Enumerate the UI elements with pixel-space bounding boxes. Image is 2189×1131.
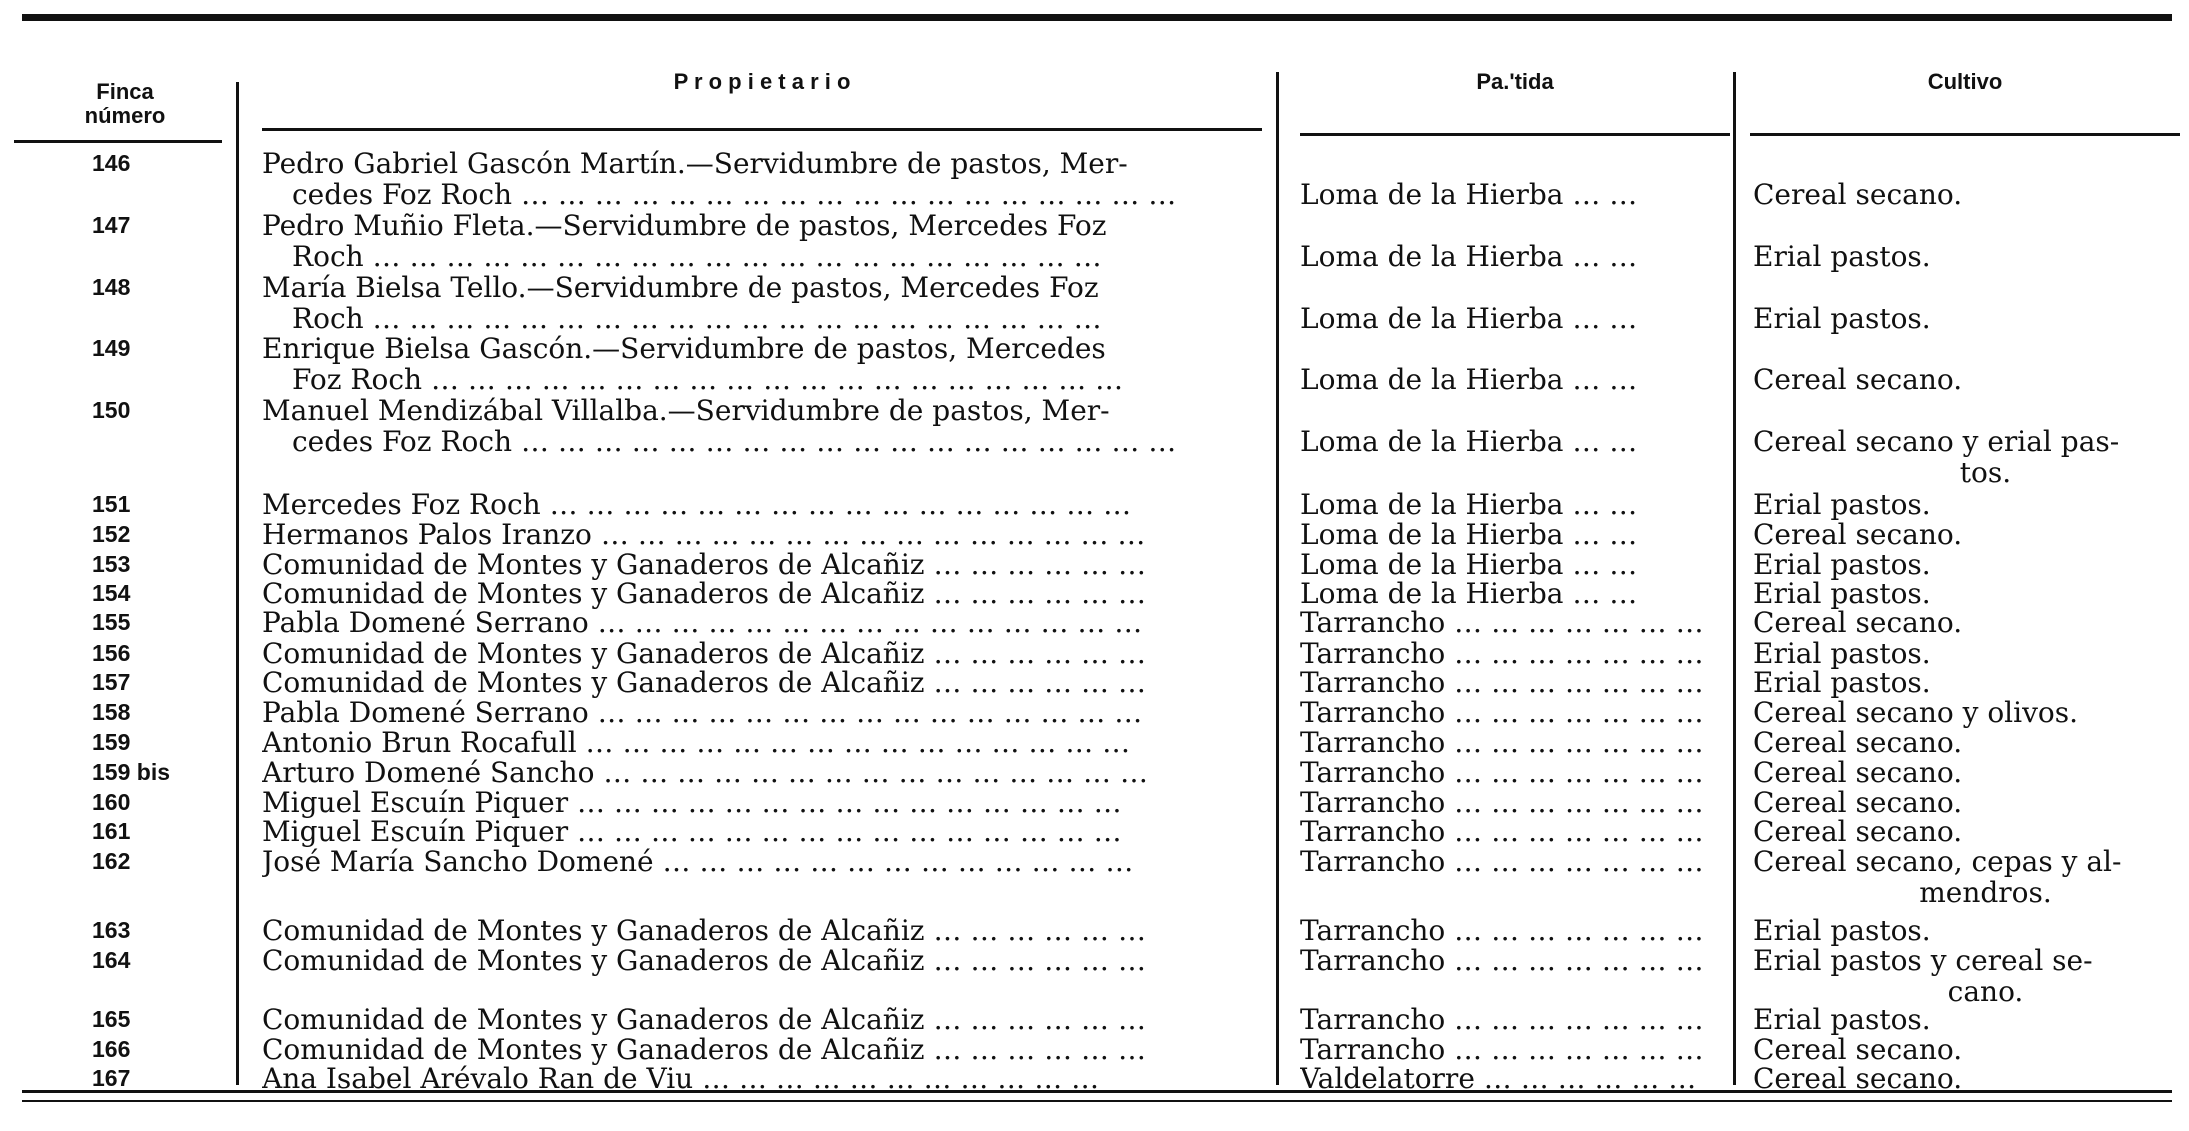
cultivo-cell bbox=[1753, 578, 2178, 609]
partida-cell: Tarrancho … … … … … … … bbox=[1300, 816, 1704, 847]
cultivo-line: Erial pastos. bbox=[1753, 638, 1931, 669]
cultivo-cell bbox=[1753, 787, 2178, 818]
partida-cell: Valdelatorre … … … … … … bbox=[1300, 1063, 1697, 1094]
cultivo-cell bbox=[1753, 727, 2178, 758]
propietario-cell bbox=[262, 210, 1260, 272]
propietario-line: cedes Foz Roch … … … … … … … … … … … … … … … … … … bbox=[292, 178, 1177, 210]
cultivo-line: Erial pastos. bbox=[1753, 578, 1931, 609]
propietario-line: Arturo Domené Sancho … … … … … … … … … … … … … … … bbox=[262, 757, 1148, 788]
cultivo-cell bbox=[1753, 179, 2178, 210]
finca-number: 163 bbox=[92, 917, 131, 943]
cultivo-line: Cereal secano. bbox=[1753, 179, 1963, 210]
finca-number: 148 bbox=[92, 274, 131, 300]
finca-number: 167 bbox=[92, 1065, 131, 1091]
partida-cell: Tarrancho … … … … … … … bbox=[1300, 945, 1704, 976]
finca-number: 164 bbox=[92, 947, 131, 973]
finca-number: 158 bbox=[92, 699, 131, 725]
cultivo-cell bbox=[1753, 549, 2178, 580]
propietario-cell bbox=[262, 489, 1260, 520]
propietario-cell bbox=[262, 1034, 1260, 1065]
propietario-cell bbox=[262, 638, 1260, 669]
cultivo-line: Erial pastos. bbox=[1753, 549, 1931, 580]
cultivo-cell bbox=[1753, 1004, 2178, 1035]
cultivo-cell bbox=[1753, 757, 2178, 788]
finca-number: 165 bbox=[92, 1006, 131, 1032]
propietario-cell bbox=[262, 757, 1260, 788]
partida-cell: Loma de la Hierba … … bbox=[1300, 578, 1638, 609]
cultivo-line: Erial pastos. bbox=[1753, 667, 1931, 698]
finca-number: 147 bbox=[92, 212, 131, 238]
cultivo-cell bbox=[1753, 303, 2178, 334]
cultivo-cell bbox=[1753, 638, 2178, 669]
propietario-line: Comunidad de Montes y Ganaderos de Alcañiz … … … … … … bbox=[262, 1034, 1146, 1065]
propietario-line: José María Sancho Domené … … … … … … … … … … … … … bbox=[262, 846, 1134, 877]
propietario-cell bbox=[262, 816, 1260, 847]
propietario-line: Antonio Brun Rocafull … … … … … … … … … … … … … … … bbox=[262, 727, 1131, 758]
cultivo-line: cano. bbox=[1947, 975, 2024, 1007]
cultivo-line: Erial pastos. bbox=[1753, 241, 1931, 272]
propietario-line: María Bielsa Tello.—Servidumbre de pastos, Mercedes Foz bbox=[262, 272, 1099, 304]
partida-cell: Loma de la Hierba … … bbox=[1300, 364, 1638, 395]
finca-number: 152 bbox=[92, 521, 131, 547]
finca-number: 157 bbox=[92, 669, 131, 695]
finca-number: 156 bbox=[92, 640, 131, 666]
cultivo-line: Cereal secano. bbox=[1753, 1063, 1963, 1094]
propietario-cell bbox=[262, 272, 1260, 334]
propietario-line: Mercedes Foz Roch … … … … … … … … … … … … … … … … bbox=[262, 489, 1132, 520]
propietario-line: Manuel Mendizábal Villalba.—Servidumbre de pastos, Mer- bbox=[262, 395, 1110, 427]
propietario-line: Pabla Domené Serrano … … … … … … … … … … … … … … … bbox=[262, 607, 1143, 638]
propietario-cell bbox=[262, 549, 1260, 580]
finca-number: 166 bbox=[92, 1036, 131, 1062]
propietario-line: Comunidad de Montes y Ganaderos de Alcañiz … … … … … … bbox=[262, 667, 1146, 698]
cultivo-line: Cereal secano. bbox=[1753, 364, 1963, 395]
partida-cell: Tarrancho … … … … … … … bbox=[1300, 757, 1704, 788]
finca-number: 150 bbox=[92, 397, 131, 423]
cultivo-line: Erial pastos y cereal se- bbox=[1753, 945, 2093, 977]
header-propietario: P r o p i e t a r i o bbox=[673, 69, 851, 94]
partida-cell: Tarrancho … … … … … … … bbox=[1300, 638, 1704, 669]
partida-cell: Tarrancho … … … … … … … bbox=[1300, 697, 1704, 728]
finca-number: 149 bbox=[92, 335, 131, 361]
propietario-cell bbox=[262, 1063, 1260, 1094]
propietario-line: cedes Foz Roch … … … … … … … … … … … … … … … … … … bbox=[292, 425, 1177, 457]
propietario-cell bbox=[262, 697, 1260, 728]
cultivo-line: Erial pastos. bbox=[1753, 915, 1931, 946]
cultivo-line: tos. bbox=[1959, 456, 2012, 488]
propietario-line: Comunidad de Montes y Ganaderos de Alcañiz … … … … … … bbox=[262, 1004, 1146, 1035]
finca-number: 151 bbox=[92, 491, 131, 517]
header-finca-line2: número bbox=[84, 103, 166, 128]
partida-cell: Tarrancho … … … … … … … bbox=[1300, 1034, 1704, 1065]
partida-cell: Loma de la Hierba … … bbox=[1300, 549, 1638, 580]
propietario-line: Enrique Bielsa Gascón.—Servidumbre de pastos, Mercedes bbox=[262, 333, 1106, 365]
propietario-line: Roch … … … … … … … … … … … … … … … … … … … … bbox=[292, 240, 1102, 272]
propietario-line: Pedro Gabriel Gascón Martín.—Servidumbre de pastos, Mer- bbox=[262, 148, 1128, 180]
cultivo-line: Cereal secano, cepas y al- bbox=[1753, 846, 2122, 878]
cultivo-cell bbox=[1753, 816, 2178, 847]
propietario-cell bbox=[262, 333, 1260, 395]
cultivo-line: Cereal secano. bbox=[1753, 787, 1963, 818]
propietario-cell bbox=[262, 846, 1260, 877]
finca-number: 159 bbox=[92, 729, 131, 755]
partida-cell: Tarrancho … … … … … … … bbox=[1300, 787, 1704, 818]
cultivo-line: Cereal secano y olivos. bbox=[1753, 697, 2079, 728]
partida-cell: Tarrancho … … … … … … … bbox=[1300, 607, 1704, 638]
finca-number: 153 bbox=[92, 551, 131, 577]
propietario-cell bbox=[262, 148, 1260, 210]
partida-cell: Loma de la Hierba … … bbox=[1300, 241, 1638, 272]
cultivo-line: Cereal secano. bbox=[1753, 1034, 1963, 1065]
cultivo-cell bbox=[1753, 489, 2178, 520]
propietario-cell bbox=[262, 1004, 1260, 1035]
propietario-line: Miguel Escuín Piquer … … … … … … … … … … … … … … … bbox=[262, 787, 1122, 818]
cultivo-cell bbox=[1753, 667, 2178, 698]
propietario-line: Roch … … … … … … … … … … … … … … … … … … … … bbox=[292, 302, 1102, 334]
cultivo-cell bbox=[1753, 607, 2178, 638]
cultivo-cell bbox=[1753, 915, 2178, 946]
finca-number: 159 bis bbox=[92, 759, 170, 785]
cultivo-cell bbox=[1753, 1034, 2178, 1065]
cultivo-cell bbox=[1753, 364, 2178, 395]
cultivo-cell bbox=[1753, 426, 2178, 488]
header-partida: Pa.'tida bbox=[1476, 69, 1554, 94]
cultivo-cell bbox=[1753, 519, 2178, 550]
propietario-cell bbox=[262, 667, 1260, 698]
partida-cell: Loma de la Hierba … … bbox=[1300, 303, 1638, 334]
propietario-line: Comunidad de Montes y Ganaderos de Alcañiz … … … … … … bbox=[262, 578, 1146, 609]
propietario-line: Comunidad de Montes y Ganaderos de Alcañiz … … … … … … bbox=[262, 945, 1146, 976]
cultivo-cell bbox=[1753, 697, 2178, 728]
cultivo-line: Erial pastos. bbox=[1753, 1004, 1931, 1035]
cultivo-cell bbox=[1753, 945, 2178, 1007]
partida-cell: Tarrancho … … … … … … … bbox=[1300, 727, 1704, 758]
propietario-cell bbox=[262, 607, 1260, 638]
propietario-line: Pabla Domené Serrano … … … … … … … … … … … … … … … bbox=[262, 697, 1143, 728]
partida-cell: Loma de la Hierba … … bbox=[1300, 426, 1638, 457]
header-cultivo: Cultivo bbox=[1927, 69, 2003, 94]
cultivo-line: Cereal secano y erial pas- bbox=[1753, 426, 2120, 458]
propietario-line: Comunidad de Montes y Ganaderos de Alcañiz … … … … … … bbox=[262, 549, 1146, 580]
cultivo-line: Erial pastos. bbox=[1753, 489, 1931, 520]
cultivo-line: Cereal secano. bbox=[1753, 519, 1963, 550]
partida-cell: Loma de la Hierba … … bbox=[1300, 179, 1638, 210]
propietario-line: Miguel Escuín Piquer … … … … … … … … … … … … … … … bbox=[262, 816, 1122, 847]
partida-cell: Tarrancho … … … … … … … bbox=[1300, 846, 1704, 877]
propietario-cell bbox=[262, 395, 1260, 457]
cultivo-line: Cereal secano. bbox=[1753, 727, 1963, 758]
finca-number: 154 bbox=[92, 580, 131, 606]
partida-cell: Tarrancho … … … … … … … bbox=[1300, 667, 1704, 698]
cultivo-cell bbox=[1753, 241, 2178, 272]
propietario-cell bbox=[262, 915, 1260, 946]
propietario-line: Comunidad de Montes y Ganaderos de Alcañiz … … … … … … bbox=[262, 915, 1146, 946]
header-finca-line1: Finca bbox=[96, 79, 154, 104]
finca-number: 146 bbox=[92, 150, 131, 176]
finca-number: 160 bbox=[92, 789, 131, 815]
finca-number: 162 bbox=[92, 848, 131, 874]
finca-number: 155 bbox=[92, 609, 131, 635]
cultivo-line: Cereal secano. bbox=[1753, 816, 1963, 847]
propietario-line: Comunidad de Montes y Ganaderos de Alcañiz … … … … … … bbox=[262, 638, 1146, 669]
propietario-line: Foz Roch … … … … … … … … … … … … … … … … … … … bbox=[292, 363, 1124, 395]
propietario-line: Hermanos Palos Iranzo … … … … … … … … … … … … … … … bbox=[262, 519, 1146, 550]
cultivo-line: Cereal secano. bbox=[1753, 607, 1963, 638]
partida-cell: Tarrancho … … … … … … … bbox=[1300, 1004, 1704, 1035]
propietario-cell bbox=[262, 519, 1260, 550]
cultivo-line: mendros. bbox=[1919, 876, 2052, 908]
propietario-cell bbox=[262, 578, 1260, 609]
partida-cell: Loma de la Hierba … … bbox=[1300, 489, 1638, 520]
propietario-cell bbox=[262, 787, 1260, 818]
partida-cell: Tarrancho … … … … … … … bbox=[1300, 915, 1704, 946]
cultivo-line: Erial pastos. bbox=[1753, 303, 1931, 334]
partida-cell: Loma de la Hierba … … bbox=[1300, 519, 1638, 550]
cultivo-cell bbox=[1753, 1063, 2178, 1094]
finca-number: 161 bbox=[92, 818, 131, 844]
cultivo-cell bbox=[1753, 846, 2178, 908]
propietario-line: Pedro Muñio Fleta.—Servidumbre de pastos, Mercedes Foz bbox=[262, 210, 1107, 242]
cultivo-line: Cereal secano. bbox=[1753, 757, 1963, 788]
propietario-cell bbox=[262, 945, 1260, 976]
propietario-line: Ana Isabel Arévalo Ran de Viu … … … … … … … … … … … bbox=[262, 1063, 1100, 1094]
propietario-cell bbox=[262, 727, 1260, 758]
